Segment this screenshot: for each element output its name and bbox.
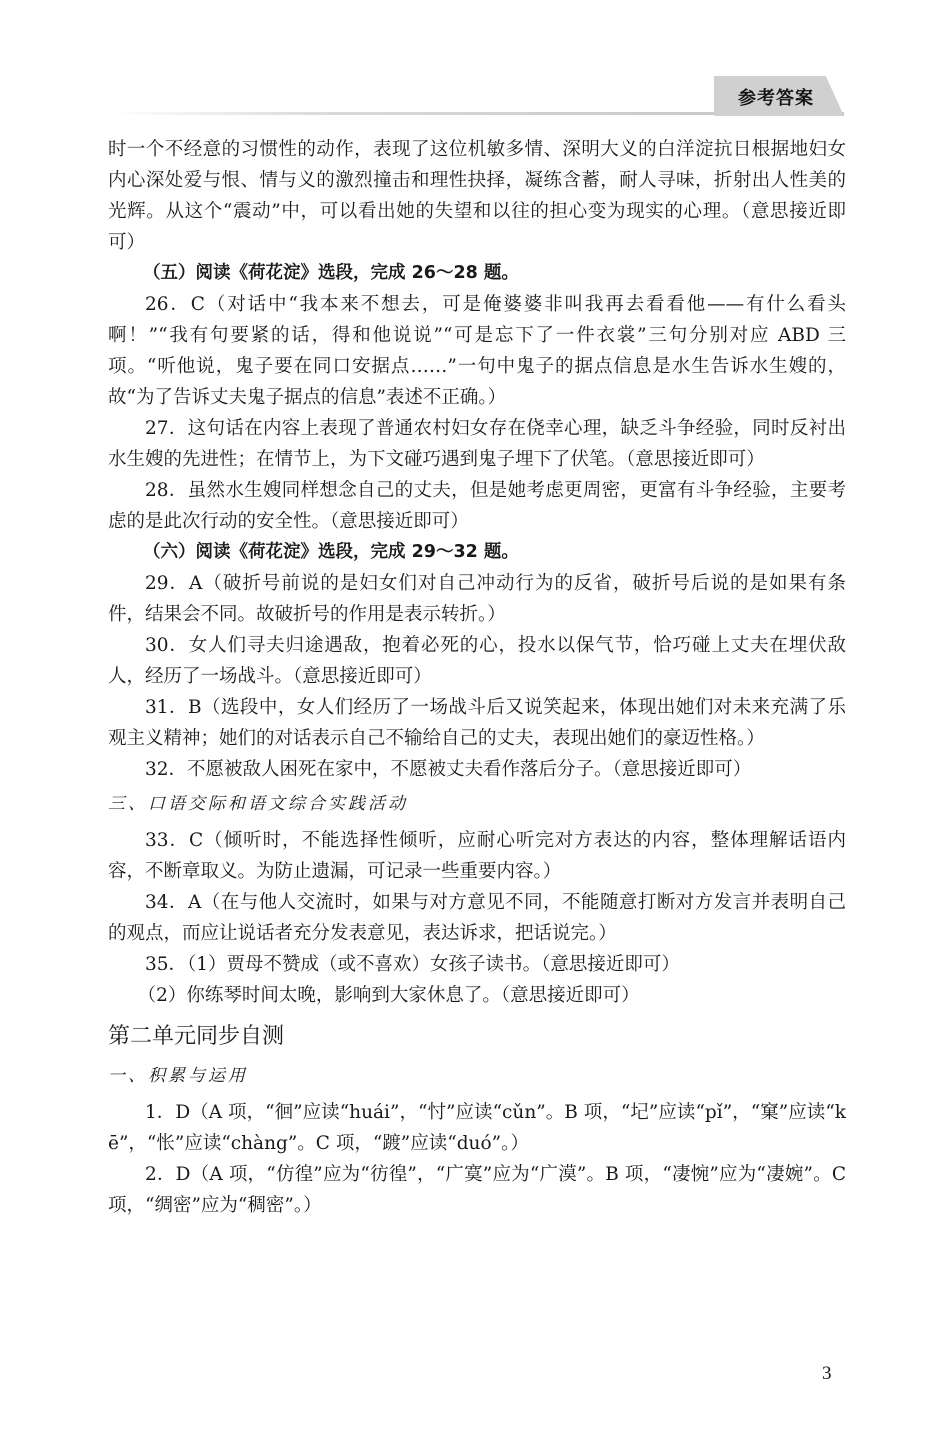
paragraph: 33．C（倾听时，不能选择性倾听，应耐心听完对方表达的内容，整体理解话语内容，不断章取义。为防止遗漏，可记录一些重要内容。） — [108, 830, 846, 882]
paragraph: 1．D（A 项，“徊”应读“huái”，“忖”应读“cǔn”。B 项，“圮”应读“pǐ”，“窠”应读“kē”，“怅”应读“chàng”。C 项，“踱”应读“duó”。） — [108, 1102, 846, 1154]
paragraph: 32．不愿被敌人困死在家中，不愿被丈夫看作落后分子。（意思接近即可） — [145, 759, 752, 780]
section-heading: 一、积累与运用 — [108, 1066, 248, 1086]
paragraph: 30．女人们寻夫归途遇敌，抱着必死的心，投水以保气节，恰巧碰上丈夫在埋伏敌人，经历了一场战斗。（意思接近即可） — [108, 635, 846, 687]
subsection-heading: （六）阅读《荷花淀》选段，完成 29～32 题。 — [143, 542, 519, 562]
paragraph: 2．D（A 项，“仿徨”应为“彷徨”，“广寞”应为“广漠”。B 项，“凄惋”应为“凄婉”。C 项，“绸密”应为“稠密”。） — [108, 1164, 846, 1216]
paragraph: 31．B（选段中，女人们经历了一场战斗后又说笑起来，体现出她们对未来充满了乐观主义精神；她们的对话表示自己不输给自己的丈夫，表现出她们的豪迈性格。） — [108, 697, 846, 749]
page-number: 3 — [822, 1363, 832, 1384]
paragraph: 35．（1）贾母不赞成（或不喜欢）女孩子读书。（意思接近即可） — [145, 954, 680, 975]
unit-heading: 第二单元同步自测 — [108, 1024, 285, 1049]
subsection-heading: （五）阅读《荷花淀》选段，完成 26～28 题。 — [143, 263, 519, 283]
header-label: 参考答案 — [738, 88, 814, 109]
paragraph: 27．这句话在内容上表现了普通农村妇女存在侥幸心理，缺乏斗争经验，同时反衬出水生嫂的先进性；在情节上，为下文碰巧遇到鬼子埋下了伏笔。（意思接近即可） — [108, 418, 846, 470]
paragraph: 26．C（对话中“我本来不想去，可是俺婆婆非叫我再去看看他——有什么看头啊！”“我有句要紧的话，得和他说说”“可是忘下了一件衣裳”三句分别对应 ABD 三项。“听他说，鬼子要在同口安据点……”一句中鬼子的据点信息是水生告诉水生嫂的，故“为了告诉丈夫鬼子据点的信息”表述不正确。） — [108, 294, 846, 408]
paragraph: 34．A（在与他人交流时，如果与对方意见不同，不能随意打断对方发言并表明自己的观点，而应让说话者充分发表意见，表达诉求，把话说完。） — [108, 892, 846, 944]
paragraph: 29．A（破折号前说的是妇女们对自己冲动行为的反省，破折号后说的是如果有条件，结果会不同。故破折号的作用是表示转折。） — [108, 573, 846, 625]
paragraph: 时一个不经意的习惯性的动作，表现了这位机敏多情、深明大义的白洋淀抗日根据地妇女内心深处爱与恨、情与义的激烈撞击和理性抉择，凝练含蓄，耐人寻味，折射出人性美的光辉。从这个“震动”中，可以看出她的失望和以往的担心变为现实的心理。（意思接近即可） — [108, 139, 846, 253]
paragraph: 28．虽然水生嫂同样想念自己的丈夫，但是她考虑更周密，更富有斗争经验，主要考虑的是此次行动的安全性。（意思接近即可） — [108, 480, 846, 532]
page-content — [108, 134, 846, 1221]
paragraph: （2）你练琴时间太晚，影响到大家休息了。（意思接近即可） — [137, 985, 640, 1006]
section-heading: 三、口语交际和语文综合实践活动 — [108, 794, 408, 814]
